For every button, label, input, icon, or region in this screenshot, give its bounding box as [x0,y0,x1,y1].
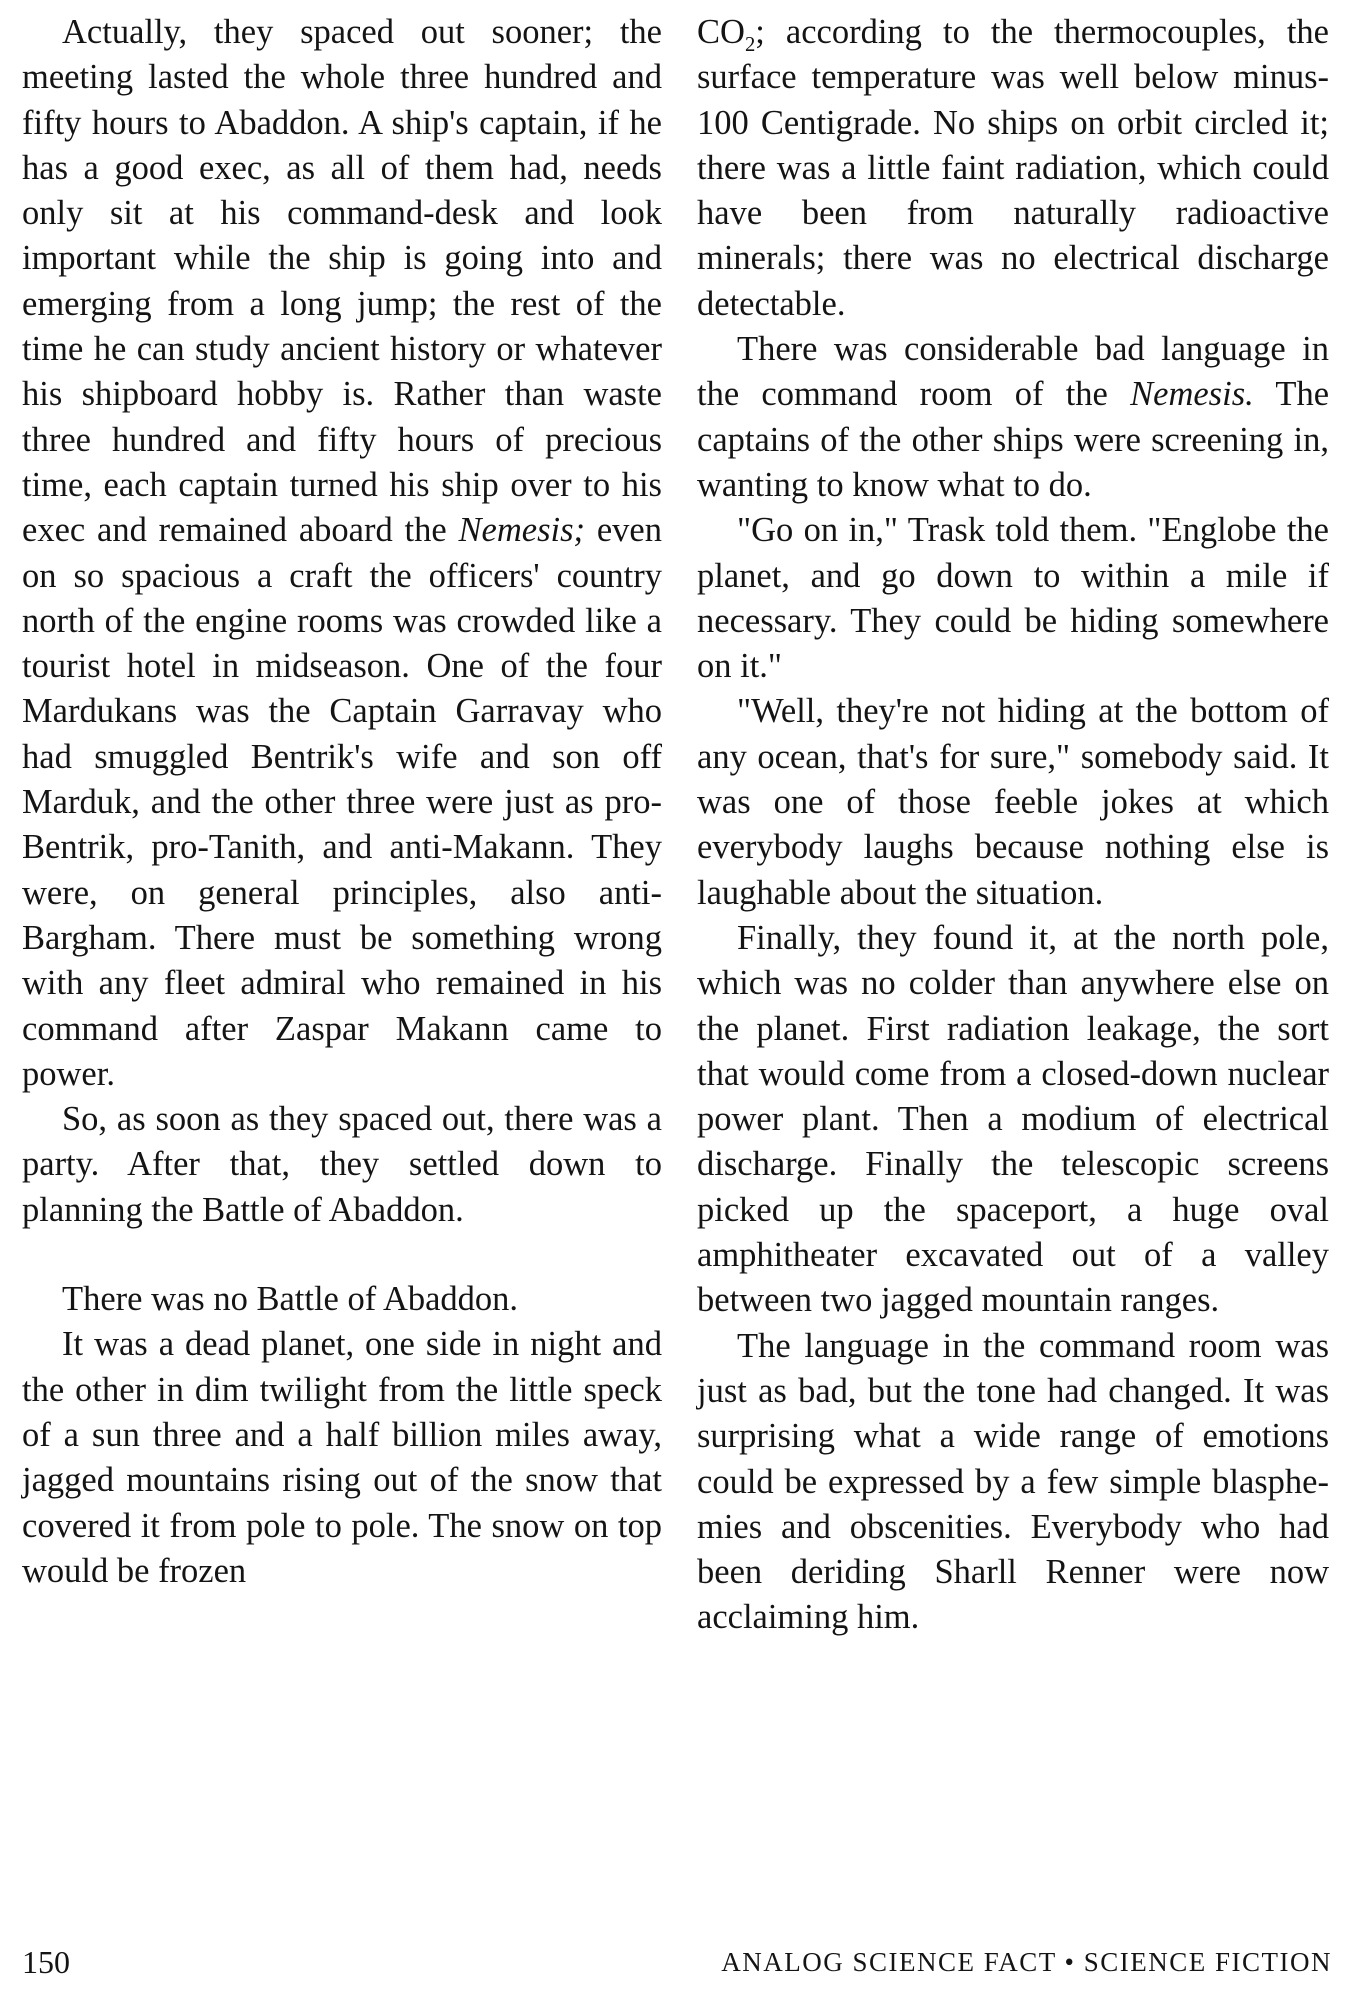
paragraph [697,327,1329,508]
ship-name-italic: Nemesis; [458,511,586,550]
left-column [22,10,662,1594]
page-number: 150 [22,1944,70,1980]
page-footer [22,1942,1332,1982]
paragraph: It was a dead planet, one side in night and the other in dim twilight from the little speck of a sun three and a half billion miles away, jagged mountains rising out of the snow that covered it from pole to pole. The snow on top would be frozen [22,1325,662,1590]
paragraph-continued [697,10,1329,327]
paragraph-text: ; according to the thermocouples, the surface temperature was well below minus-100 Centigrade. No ships on orbit circled it; there was a little faint radiation, which could have been from naturally radioactive minerals; there was no electrical discharge detectable. [697,13,1329,323]
paragraph-text: There was considerable bad language in the command room of the [697,330,1329,414]
paragraph: So, as soon as they spaced out, there was a party. After that, they settled down to planning the Battle of Abaddon. [22,1100,662,1229]
running-title: ANALOG SCIENCE FACT • SCIENCE FICTION [721,1947,1332,1977]
subscript: 2 [744,33,756,56]
paragraph-text: Actually, they spaced out sooner; the meeting lasted the whole three hundred and fifty hours to Abaddon. A ship's captain, if he has a good exec, as all of them had, needs only sit at his command-desk and look important while the ship is going into and emerging from a long jump; the rest of the time he can study ancient history or whatever his shipboard hobby is. Rather than waste three hundred and fifty hours of precious time, each captain turned his ship over to his exec and remained aboard the [22,13,662,550]
ship-name-italic: Nemesis. [1130,375,1254,414]
right-column [697,10,1329,1641]
paragraph: The language in the command room was just as bad, but the tone had changed. It was surprising what a wide range of emotions could be expressed by a few simple blasphemies and obscenities. Everybody who had been deriding Sharll Renner were now acclaiming him. [697,1326,1329,1637]
paragraph: Finally, they found it, at the north pole, which was no colder than anywhere else on the planet. First radiation leakage, the sort that would come from a closed-down nuclear power plant. Then a modium of electrical discharge. Finally the telescopic screens picked up the spaceport, a huge oval amphitheater excavated out of a valley between two jagged mountain ranges. [697,918,1329,1320]
paragraph-text: CO [697,13,745,51]
paragraph-text: The captains of the other ships were screening in, wanting to know what to do. [697,375,1330,504]
paragraph: There was no Battle of Abaddon. [62,1280,519,1319]
paragraph-text: even on so spacious a craft the officers' country north of the engine rooms was crowded like a tourist hotel in midseason. One of the four Mardukans was the Captain Garravay who had smuggled Bentrik's wife and son off Marduk, and the other three were just as pro-Bentrik, pro-Tanith, and anti-Makann. They were, on general principles, also anti-Bargham. There must be something wrong with any fleet admiral who remained in his command after Zaspar Makann came to power. [22,511,662,1093]
paragraph: "Go on in," Trask told them. "Englobe the planet, and go down to within a mile if necessary. They could be hiding somewhere on it." [697,511,1329,686]
paragraph: "Well, they're not hiding at the bottom of any ocean, that's for sure," somebody said. It was one of those feeble jokes at which everybody laughs because nothing else is laughable about the situation. [697,692,1329,912]
paragraph [22,10,662,1097]
section-break [22,1233,662,1277]
